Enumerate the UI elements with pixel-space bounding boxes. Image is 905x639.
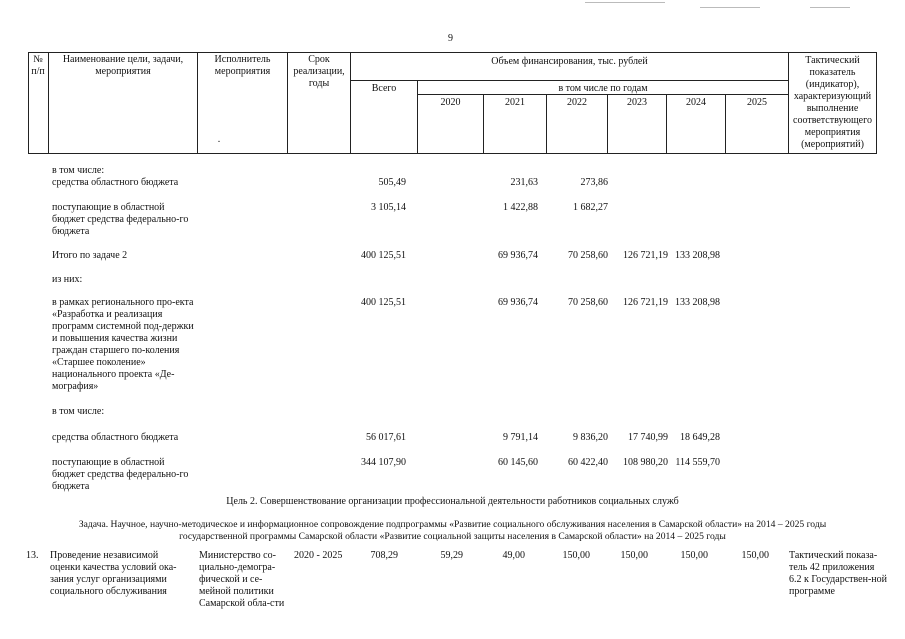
- row-2024: 133 208,98: [675, 297, 720, 308]
- row-total: 56 017,61: [366, 432, 406, 443]
- header-col-no: № п/п: [31, 54, 45, 77]
- item-2021: 49,00: [502, 550, 525, 561]
- header-col-funding: Объем финансирования, тыс. рублей: [491, 56, 648, 67]
- row-total: 505,49: [378, 177, 406, 188]
- row-total: 344 107,90: [361, 457, 406, 468]
- row-2022: 70 258,60: [568, 250, 608, 261]
- row-2022: 70 258,60: [568, 297, 608, 308]
- header-col-indicator: Тактический показатель (индикатор), характеризующий выполнение соответствующего мероприятия (мероприятий): [793, 55, 872, 150]
- header-year-2025: 2025: [747, 97, 767, 108]
- item-name: Проведение независимой оценки качества условий ока-зания услуг организациями социального обслуживания: [50, 550, 177, 597]
- item-term: 2020 - 2025: [294, 550, 343, 561]
- page-number: 9: [448, 33, 453, 44]
- row-2021: 69 936,74: [498, 297, 538, 308]
- table-header: [28, 52, 877, 154]
- header-col-by-years: в том числе по годам: [558, 83, 648, 94]
- item-indicator: Тактический показа-тель 42 приложения 6.2 к Государствен-ной программе: [789, 550, 888, 597]
- row-total: 3 105,14: [371, 202, 406, 213]
- row-total: 400 125,51: [361, 250, 406, 261]
- task-heading-line2: государственной программы Самарской области «Развитие социальной защиты населения в Самарской области» на 2014 – 2025 годы: [179, 531, 726, 542]
- goal-heading: Цель 2. Совершенствование организации профессиональной деятельности работников социальных служб: [226, 496, 679, 507]
- row-total: 400 125,51: [361, 297, 406, 308]
- row-2023: 126 721,19: [623, 297, 668, 308]
- row-2024: 114 559,70: [675, 457, 720, 468]
- row-2023: 17 740,99: [628, 432, 668, 443]
- item-2020: 59,29: [440, 550, 463, 561]
- row-2021: 1 422,88: [503, 202, 538, 213]
- row-2022: 1 682,27: [573, 202, 608, 213]
- item-number: 13.: [26, 550, 39, 561]
- item-2025: 150,00: [741, 550, 769, 561]
- row-label: в рамках регионального про-екта «Разработка и реализация программ системной под-держки и повышения качества жизни граждан старшего по-коления «Старшее поколение» национального проекта «Де-мография»: [52, 297, 194, 392]
- header-year-2022: 2022: [567, 97, 587, 108]
- row-2021: 60 145,60: [498, 457, 538, 468]
- header-col-total: Всего: [371, 83, 397, 94]
- header-year-2023: 2023: [627, 97, 647, 108]
- row-2022: 60 422,40: [568, 457, 608, 468]
- item-2022: 150,00: [562, 550, 590, 561]
- row-label: средства областного бюджета: [52, 432, 179, 443]
- header-year-2021: 2021: [505, 97, 525, 108]
- row-2021: 9 791,14: [503, 432, 538, 443]
- item-2024: 150,00: [680, 550, 708, 561]
- row-label: Итого по задаче 2: [52, 250, 128, 261]
- scan-artifact: [700, 7, 760, 8]
- row-2022: 9 836,20: [573, 432, 608, 443]
- row-2024: 133 208,98: [675, 250, 720, 261]
- row-2021: 69 936,74: [498, 250, 538, 261]
- row-2024: 18 649,28: [680, 432, 720, 443]
- header-col-executor: Исполнитель мероприятия: [214, 54, 271, 77]
- task-heading-line1: Задача. Научное, научно-методическое и информационное сопровождение подпрограммы «Развитие социального обслуживания населения в Самарской области» на 2014 – 2025 годы: [78, 519, 827, 530]
- scan-artifact: [585, 2, 665, 3]
- scan-artifact: [810, 7, 850, 8]
- item-total: 708,29: [370, 550, 398, 561]
- header-year-2020: 2020: [440, 97, 461, 108]
- row-label: поступающие в областной бюджет средства федерально-го бюджета: [52, 202, 189, 237]
- item-executor: Министерство со-циально-демогра-фической и се-мейной политики Самарской обла-сти: [199, 550, 285, 609]
- item-2023: 150,00: [620, 550, 648, 561]
- header-col-name: Наименование цели, задачи, мероприятия: [62, 54, 184, 77]
- row-label: в том числе:: [52, 165, 105, 176]
- row-2022: 273,86: [580, 177, 608, 188]
- row-2021: 231,63: [510, 177, 538, 188]
- row-2023: 108 980,20: [623, 457, 668, 468]
- header-col-term: Срок реализации, годы: [293, 54, 345, 89]
- header-dot: .: [217, 134, 221, 145]
- row-label: средства областного бюджета: [52, 177, 179, 188]
- row-label: поступающие в областной бюджет средства федерально-го бюджета: [52, 457, 189, 492]
- row-label: из них:: [52, 274, 83, 285]
- row-2023: 126 721,19: [623, 250, 668, 261]
- row-label: в том числе:: [52, 406, 105, 417]
- header-year-2024: 2024: [686, 97, 706, 108]
